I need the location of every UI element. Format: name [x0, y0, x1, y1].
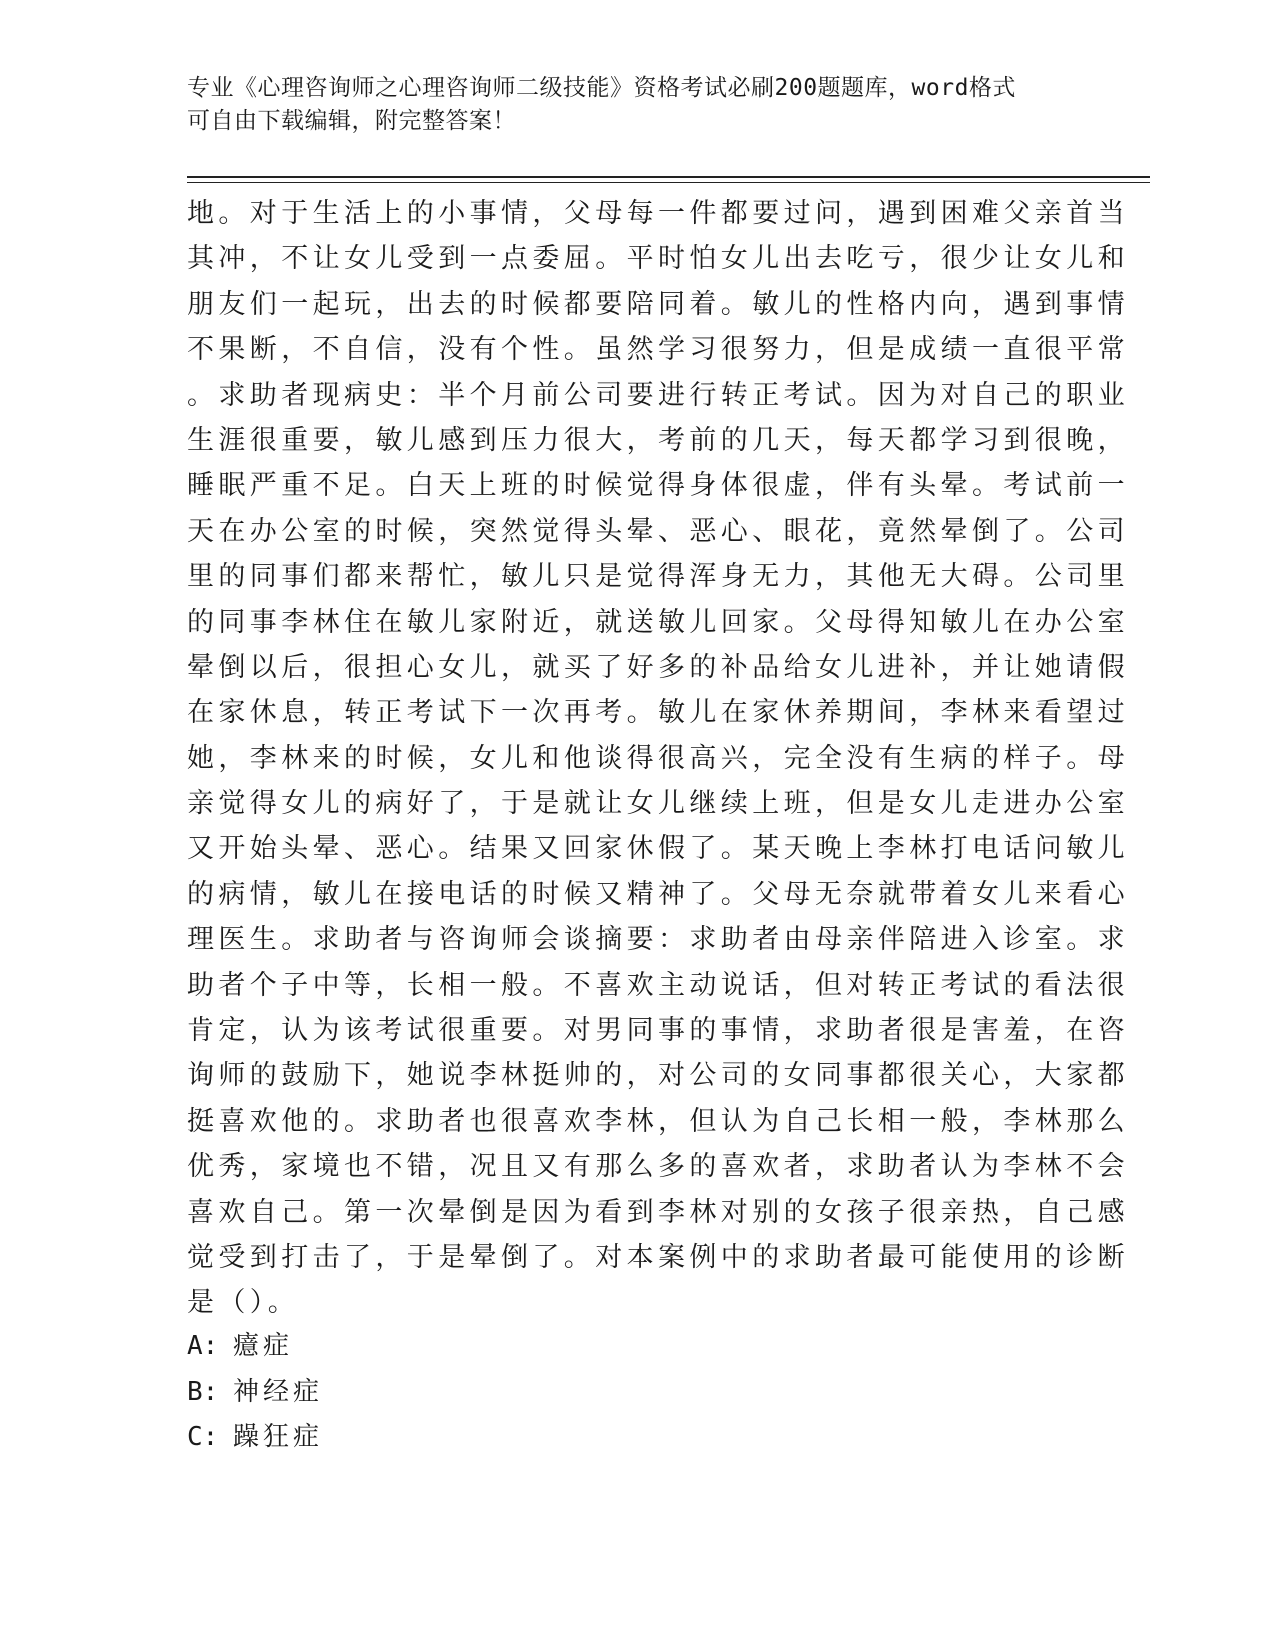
stem-line: 生涯很重要，敏儿感到压力很大，考前的几天，每天都学习到很晚，	[187, 424, 1129, 456]
stem-line: 是（）。	[187, 1287, 300, 1319]
stem-line: 的病情，敏儿在接电话的时候又精神了。父母无奈就带着女儿来看心	[187, 878, 1129, 910]
stem-line: 优秀，家境也不错，况且又有那么多的喜欢者，求助者认为李林不会	[187, 1151, 1129, 1183]
stem-line: 挺喜欢他的。求助者也很喜欢李林，但认为自己长相一般，李林那么	[187, 1105, 1129, 1137]
stem-line: 她，李林来的时候，女儿和他谈得很高兴，完全没有生病的样子。母	[187, 742, 1129, 774]
stem-line: 理医生。求助者与咨询师会谈摘要：求助者由母亲伴陪进入诊室。求	[187, 924, 1129, 956]
stem-line: 的同事李林住在敏儿家附近，就送敏儿回家。父母得知敏儿在办公室	[187, 606, 1129, 638]
option-b-letter: B:	[187, 1376, 219, 1407]
header-title-line-2: 可自由下载编辑，附完整答案！	[187, 108, 516, 134]
stem-line: 睡眠严重不足。白天上班的时候觉得身体很虚，伴有头晕。考试前一	[187, 470, 1129, 502]
stem-line: 不果断，不自信，没有个性。虽然学习很努力，但是成绩一直很平常	[187, 334, 1129, 366]
option-a[interactable]	[187, 1324, 323, 1370]
stem-line: 肯定，认为该考试很重要。对男同事的事情，求助者很是害羞，在咨	[187, 1015, 1129, 1047]
stem-line: 询师的鼓励下，她说李林挺帅的，对公司的女同事都很关心，大家都	[187, 1060, 1129, 1092]
stem-line: 天在办公室的时候，突然觉得头晕、恶心、眼花，竟然晕倒了。公司	[187, 515, 1129, 547]
stem-line: 其冲，不让女儿受到一点委屈。平时怕女儿出去吃亏，很少让女儿和	[187, 243, 1129, 275]
option-a-letter: A:	[187, 1331, 219, 1361]
option-c[interactable]	[187, 1415, 323, 1461]
page-header	[187, 72, 1057, 138]
stem-line: 亲觉得女儿的病好了，于是就让女儿继续上班，但是女儿走进办公室	[187, 788, 1129, 820]
option-b[interactable]	[187, 1370, 323, 1416]
option-c-letter: C:	[187, 1422, 219, 1452]
option-a-text: 癔症	[233, 1331, 294, 1361]
header-title-line-1: 专业《心理咨询师之心理咨询师二级技能》资格考试必刷200题题库，word格式	[187, 75, 1016, 101]
stem-line: 里的同事们都来帮忙，敏儿只是觉得浑身无力，其他无大碍。公司里	[187, 561, 1129, 593]
stem-line: 觉受到打击了，于是晕倒了。对本案例中的求助者最可能使用的诊断	[187, 1241, 1129, 1273]
stem-line: 地。对于生活上的小事情，父母每一件都要过问，遇到困难父亲首当	[187, 198, 1129, 229]
stem-line: 又开始头晕、恶心。结果又回家休假了。某天晚上李林打电话问敏儿	[187, 833, 1129, 865]
stem-line: 。求助者现病史：半个月前公司要进行转正考试。因为对自己的职业	[187, 379, 1129, 411]
answer-options	[187, 1324, 323, 1461]
option-c-text: 躁狂症	[233, 1422, 324, 1452]
stem-line: 朋友们一起玩，出去的时候都要陪同着。敏儿的性格内向，遇到事情	[187, 288, 1129, 320]
stem-line: 晕倒以后，很担心女儿，就买了好多的补品给女儿进补，并让她请假	[187, 651, 1129, 683]
stem-line: 喜欢自己。第一次晕倒是因为看到李林对别的女孩子很亲热，自己感	[187, 1196, 1129, 1228]
header-divider-thick	[187, 176, 1150, 178]
option-b-text: 神经症	[233, 1376, 324, 1407]
question-stem	[187, 191, 1129, 1326]
stem-line: 在家休息，转正考试下一次再考。敏儿在家休养期间，李林来看望过	[187, 697, 1129, 729]
stem-line: 助者个子中等，长相一般。不喜欢主动说话，但对转正考试的看法很	[187, 969, 1129, 1001]
header-divider-thin	[187, 182, 1150, 183]
